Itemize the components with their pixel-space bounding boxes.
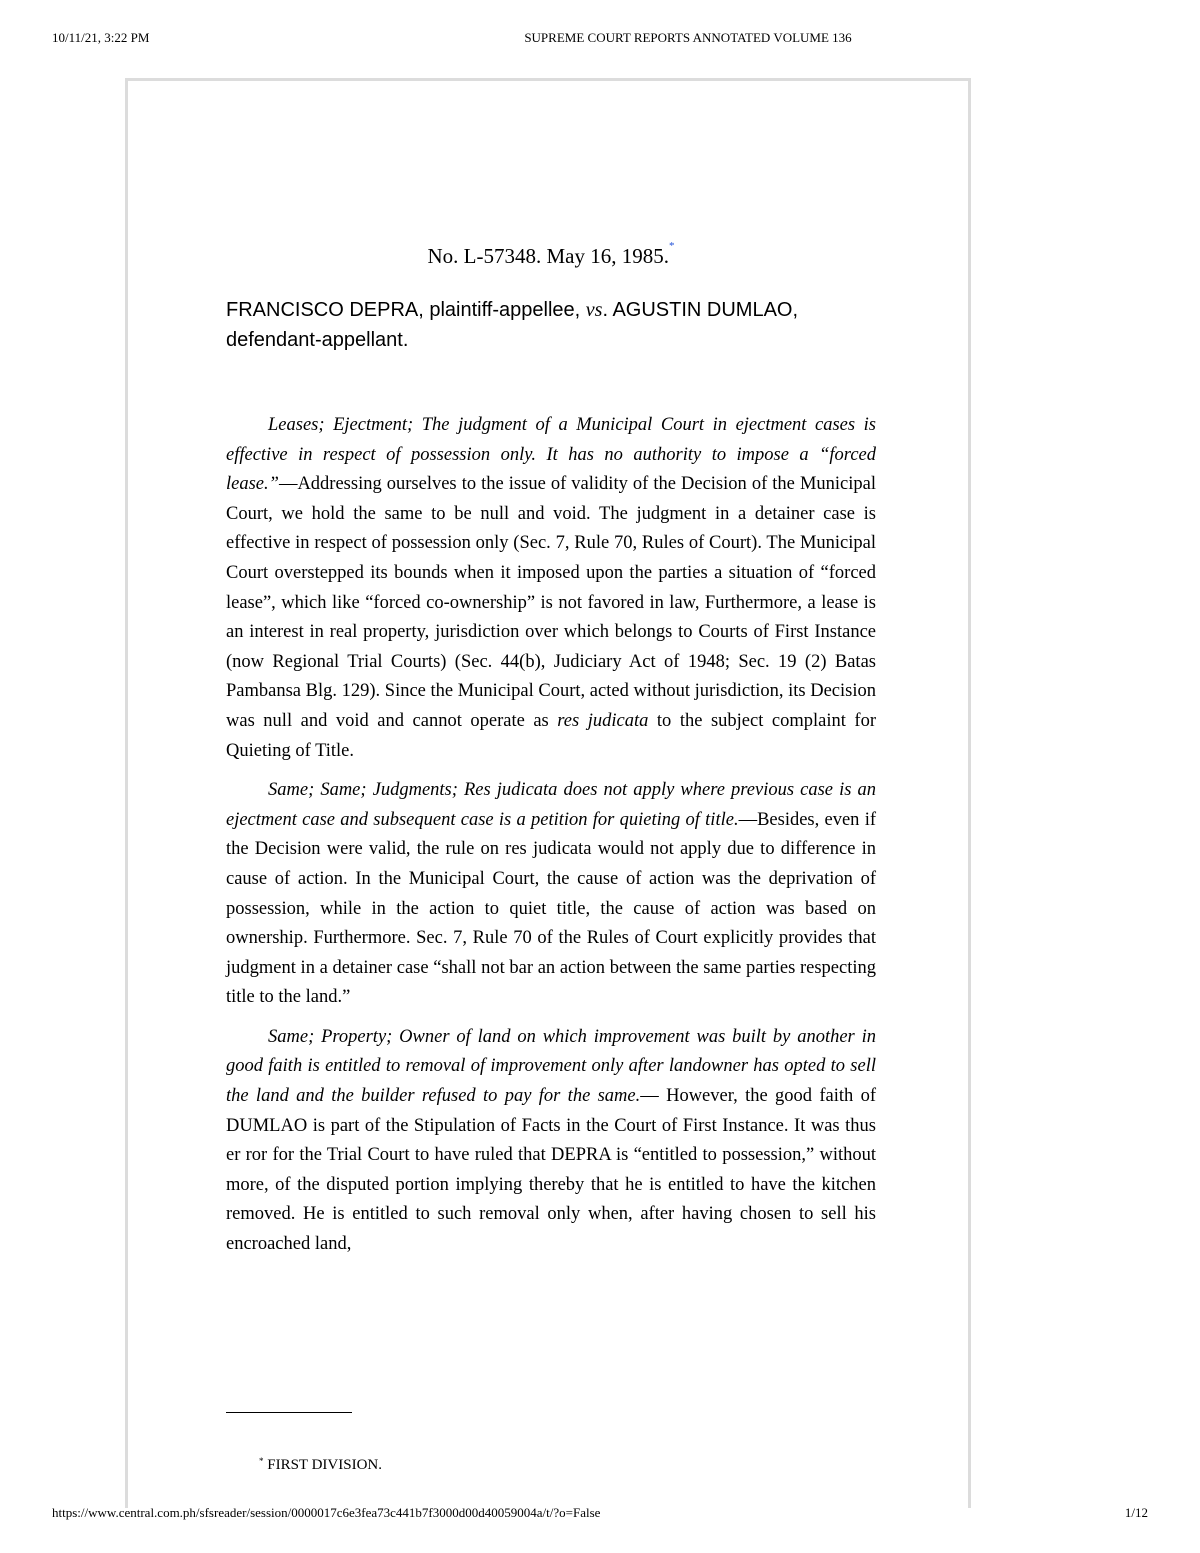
footnote-divider: [226, 1412, 352, 1413]
document-page: [125, 78, 971, 1508]
syllabus-paragraph: [226, 411, 876, 766]
print-footer: [0, 1505, 1200, 1525]
footnote-text: FIRST DIVISION.: [267, 1457, 382, 1473]
versus-label: vs: [585, 299, 603, 321]
syllabus-headnote: Leases; Ejectment; The judgment of a Municipal Court in ejectment cases is effective in respect of possession only. It has no authority to impose a “forced lease.”: [226, 415, 876, 495]
syllabus-body: — However, the good faith of DUMLAO is part of the Stipulation of Facts in the Court of First Instance. It was thus er ror for the Trial Court to have ruled that DEPRA is “entitled to possession,” without more, of the disputed portion implying thereby that he is entitled to have the kitchen removed. He is entitled to such removal only when, after having chosen to sell his encroached land,: [226, 1086, 876, 1255]
syllabus-headnote: Same; Same; Judgments; Res judicata does not apply where previous case is an ejectment case and subsequent case is a petition for quieting of title.: [226, 780, 876, 830]
print-header: [0, 30, 1200, 50]
footnote: [259, 1451, 382, 1475]
print-page-counter: 1/12: [1124, 1505, 1148, 1520]
syllabus-body-italic: res judicata: [557, 710, 649, 731]
document-content: [226, 241, 876, 1270]
syllabus-body: —Addressing ourselves to the issue of validity of the Decision of the Municipal Court, we hold the same to be null and void. The judgment in a detainer case is effective in respect of possession only (Sec. 7, Rule 70, Rules of Court). The Municipal Court overstepped its bounds when it imposed upon the parties a situation of “forced lease”, which like “forced co-ownership” is not favored in law, Furthermore, a lease is an interest in real property, jurisdiction over which belongs to Courts of First Instance (now Regional Trial Courts) (Sec. 44(b), Judiciary Act of 1948; Sec. 19 (2) Batas Pambansa Blg. 129). Since the Municipal Court, acted without jurisdiction, its Decision was null and void and cannot operate as: [226, 474, 876, 731]
print-url: https://www.central.com.ph/sfsreader/session/0000017c6e3fea73c441b7f3000d00d40059004a/t/?o=False: [52, 1505, 601, 1520]
syllabus-section: [226, 411, 876, 1260]
case-parties: [226, 295, 876, 355]
print-page-title: SUPREME COURT REPORTS ANNOTATED VOLUME 136: [524, 30, 852, 45]
footnote-reference-link[interactable]: *: [668, 240, 675, 252]
footnote-marker: *: [259, 1456, 264, 1466]
versus-period: .: [602, 299, 609, 321]
syllabus-body: —Besides, even if the Decision were valid, the rule on res judicata would not apply due to difference in cause of action. In the Municipal Court, the cause of action was the deprivation of possession, while in the action to quiet title, the cause of action was based on ownership. Furthermore. Sec. 7, Rule 70 of the Rules of Court explicitly provides that judgment in a detainer case “shall not bar an action between the same parties respecting title to the land.”: [226, 809, 876, 1008]
syllabus-headnote: Same; Property; Owner of land on which improvement was built by another in good faith is entitled to removal of improvement only after landowner has opted to sell the land and the builder refused to pay for the same.: [226, 1026, 876, 1107]
defendant-name: AGUSTIN DUMLAO, defendant-appellant.: [226, 299, 799, 351]
syllabus-body-tail: to the subject complaint for Quieting of Title.: [226, 710, 876, 761]
case-number-text: No. L-57348. May 16, 1985.: [427, 244, 669, 268]
syllabus-paragraph: [226, 776, 876, 1013]
syllabus-paragraph: [226, 1023, 876, 1260]
print-datetime: 10/11/21, 3:22 PM: [52, 30, 150, 45]
case-number-date: [226, 241, 876, 271]
plaintiff-name: FRANCISCO DEPRA, plaintiff-appellee,: [226, 299, 581, 321]
